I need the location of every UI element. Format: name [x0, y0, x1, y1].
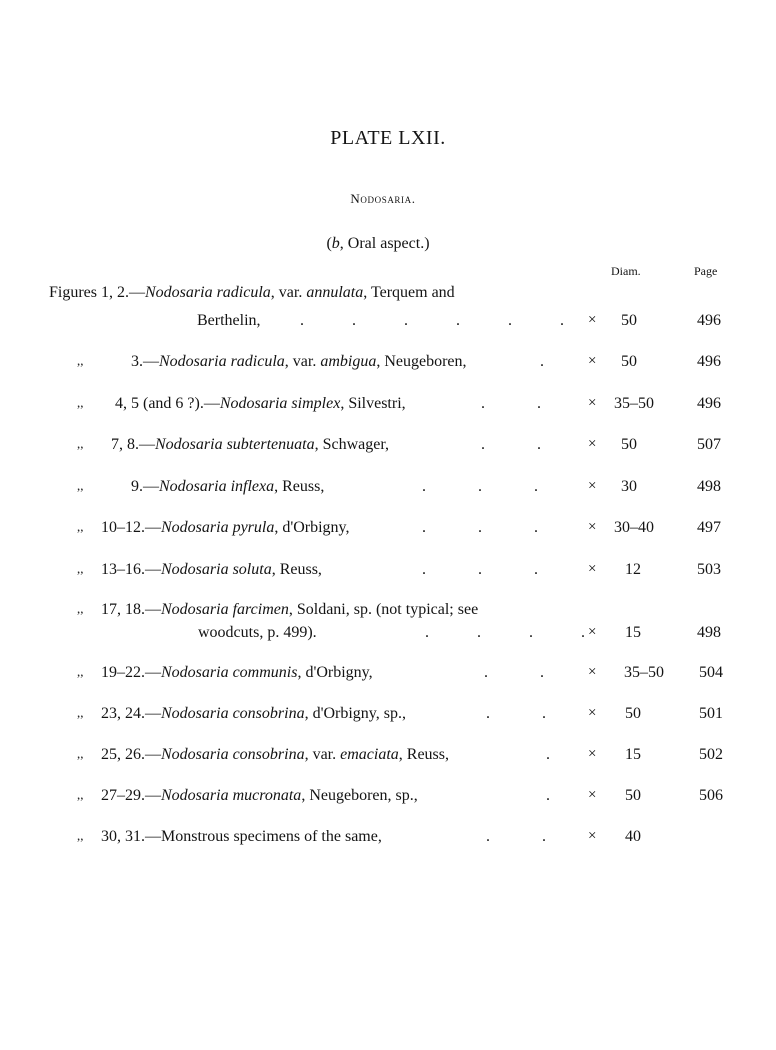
- leader-dots: . .: [486, 705, 546, 722]
- plate-entry: [0, 561, 776, 585]
- entry-figures: 7, 8.—: [111, 436, 155, 453]
- ditto-mark: ,,: [77, 353, 84, 368]
- magnification-sign: ×: [588, 395, 597, 411]
- entry-species: Nodosaria radicula: [159, 353, 285, 370]
- leader-dots: . . . .: [425, 624, 585, 641]
- entry-species: Nodosaria soluta: [161, 561, 272, 578]
- entry-species: Nodosaria consobrina: [161, 746, 305, 763]
- entry-description: [115, 395, 406, 413]
- entry-figures: 4, 5 (and 6 ?).—: [115, 395, 220, 412]
- entry-diameter: 50: [621, 312, 637, 329]
- entry-page: 496: [697, 395, 721, 412]
- plate-entry: [0, 284, 776, 308]
- magnification-sign: ×: [588, 312, 597, 328]
- entry-text: , var.: [284, 353, 321, 370]
- entry-text: Monstrous specimens of the same,: [161, 828, 382, 845]
- entry-description: [131, 353, 467, 371]
- entry-diameter: 50: [621, 353, 637, 370]
- entry-page: 497: [697, 519, 721, 536]
- magnification-sign: ×: [588, 436, 597, 452]
- entry-description: [101, 705, 406, 723]
- entry-species: Nodosaria mucronata: [161, 787, 302, 804]
- entry-description: [101, 561, 322, 579]
- ditto-mark: ,,: [77, 828, 84, 843]
- entry-text: , d'Orbigny, sp.,: [304, 705, 406, 722]
- entry-diameter: 30–40: [614, 519, 654, 536]
- entry-text: , Soldani, sp. (not typical; see: [288, 601, 479, 618]
- leader-dots: . . .: [422, 519, 538, 536]
- leader-dots: . .: [481, 395, 541, 412]
- plate-subtitle: Nodosaria.: [350, 191, 416, 206]
- entry-figures: 3.—: [131, 353, 159, 370]
- magnification-sign: ×: [588, 478, 597, 494]
- plate-entry: [0, 787, 776, 811]
- plate-entry: [0, 353, 776, 377]
- entry-description: [49, 284, 455, 302]
- magnification-sign: ×: [588, 828, 597, 844]
- entry-diameter: 50: [621, 436, 637, 453]
- entry-text: , Silvestri,: [340, 395, 406, 412]
- entry-text: , var.: [304, 746, 341, 763]
- entry-page: 496: [697, 312, 721, 329]
- entry-page: 498: [697, 624, 721, 641]
- plate-note: (b, Oral aspect.): [326, 235, 430, 252]
- entry-author: , Terquem and: [363, 284, 455, 301]
- magnification-sign: ×: [588, 746, 597, 762]
- entry-page: 506: [699, 787, 723, 804]
- entry-species: Nodosaria simplex: [219, 395, 341, 412]
- magnification-sign: ×: [588, 519, 597, 535]
- leader-dots: . . .: [422, 561, 538, 578]
- leader-dots: . . . . . .: [300, 312, 564, 329]
- ditto-mark: ,,: [77, 664, 84, 679]
- entry-author: , Reuss,: [398, 746, 450, 763]
- entry-description: [101, 746, 449, 764]
- ditto-mark: ,,: [77, 746, 84, 761]
- ditto-mark: ,,: [77, 705, 84, 720]
- entry-figures: 19–22.—: [101, 664, 161, 681]
- magnification-sign: ×: [588, 705, 597, 721]
- entry-figures: 10–12.—: [101, 519, 161, 536]
- ditto-mark: ,,: [77, 395, 84, 410]
- leader-dots: .: [540, 353, 544, 370]
- plate-entry-continuation: [0, 312, 776, 336]
- leader-dots: . .: [486, 828, 546, 845]
- entry-species: Nodosaria communis: [161, 664, 298, 681]
- entry-text: , Reuss,: [271, 561, 322, 578]
- entry-page: 501: [699, 705, 723, 722]
- leader-dots: .: [546, 746, 550, 763]
- ditto-mark: ,,: [77, 601, 84, 616]
- entry-page: 502: [699, 746, 723, 763]
- entry-figures: 17, 18.—: [101, 601, 161, 618]
- plate-entry: [0, 395, 776, 419]
- entry-page: 507: [697, 436, 721, 453]
- entry-text: , d'Orbigny,: [297, 664, 373, 681]
- entry-variety: annulata: [306, 284, 364, 301]
- plate-title: PLATE LXII.: [330, 127, 446, 149]
- entry-diameter: 35–50: [624, 664, 664, 681]
- entry-description: [101, 828, 382, 846]
- entry-figures: 9.—: [131, 478, 159, 495]
- entry-diameter: 15: [625, 624, 641, 641]
- magnification-sign: ×: [588, 664, 597, 680]
- plate-entry: [0, 828, 776, 852]
- entry-description: [101, 787, 418, 805]
- entry-species: Nodosaria pyrula: [161, 519, 275, 536]
- entry-diameter: 40: [625, 828, 641, 845]
- plate-entry: [0, 436, 776, 460]
- entry-figures: 13–16.—: [101, 561, 161, 578]
- diam-column-header: Diam.: [611, 264, 641, 278]
- ditto-mark: ,,: [77, 478, 84, 493]
- entry-author: , Neugeboren,: [376, 353, 467, 370]
- page-column-header: Page: [694, 264, 718, 278]
- entry-text: , Reuss,: [274, 478, 325, 495]
- entry-text: , Neugeboren, sp.,: [301, 787, 418, 804]
- leader-dots: . .: [484, 664, 544, 681]
- leader-dots: . . .: [422, 478, 538, 495]
- leader-dots: .: [546, 787, 550, 804]
- entry-diameter: 50: [625, 705, 641, 722]
- entry-diameter: 30: [621, 478, 637, 495]
- magnification-sign: ×: [588, 353, 597, 369]
- entry-text: , var.: [270, 284, 307, 301]
- entry-variety: emaciata: [340, 746, 399, 763]
- entry-page: 496: [697, 353, 721, 370]
- plate-entry: [0, 705, 776, 729]
- ditto-mark: ,,: [77, 787, 84, 802]
- plate-entry: [0, 519, 776, 543]
- entry-diameter: 50: [625, 787, 641, 804]
- magnification-sign: ×: [588, 624, 597, 640]
- entry-text-line2: woodcuts, p. 499).: [198, 624, 317, 641]
- entry-description: [111, 436, 389, 454]
- ditto-mark: ,,: [77, 561, 84, 576]
- entry-diameter: 12: [625, 561, 641, 578]
- entry-figures: Figures 1, 2.—: [49, 284, 145, 301]
- entry-diameter: 35–50: [614, 395, 654, 412]
- entry-diameter: 15: [625, 746, 641, 763]
- plate-entry: [0, 478, 776, 502]
- entry-description: [101, 664, 373, 682]
- entry-page: 504: [699, 664, 723, 681]
- entry-text-line2: Berthelin,: [197, 312, 261, 329]
- entry-species: Nodosaria inflexa: [159, 478, 275, 495]
- plate-entry: [0, 601, 776, 625]
- entry-figures: 23, 24.—: [101, 705, 161, 722]
- magnification-sign: ×: [588, 561, 597, 577]
- entry-species: Nodosaria subtertenuata: [155, 436, 315, 453]
- entry-description: [131, 478, 324, 496]
- plate-entry: [0, 746, 776, 770]
- entry-text: , d'Orbigny,: [274, 519, 350, 536]
- ditto-mark: ,,: [77, 519, 84, 534]
- entry-page: 498: [697, 478, 721, 495]
- entry-species: Nodosaria farcimen: [161, 601, 289, 618]
- entry-figures: 30, 31.—: [101, 828, 161, 845]
- ditto-mark: ,,: [77, 436, 84, 451]
- plate-entry-continuation: [0, 624, 776, 648]
- entry-species: Nodosaria consobrina: [161, 705, 305, 722]
- entry-figures: 27–29.—: [101, 787, 161, 804]
- entry-page: 503: [697, 561, 721, 578]
- entry-description: [101, 601, 478, 619]
- magnification-sign: ×: [588, 787, 597, 803]
- entry-description: [101, 519, 350, 537]
- plate-entry: [0, 664, 776, 688]
- entry-variety: ambigua: [320, 353, 377, 370]
- entry-species: Nodosaria radicula: [145, 284, 271, 301]
- entry-figures: 25, 26.—: [101, 746, 161, 763]
- entry-text: , Schwager,: [314, 436, 390, 453]
- leader-dots: . .: [481, 436, 541, 453]
